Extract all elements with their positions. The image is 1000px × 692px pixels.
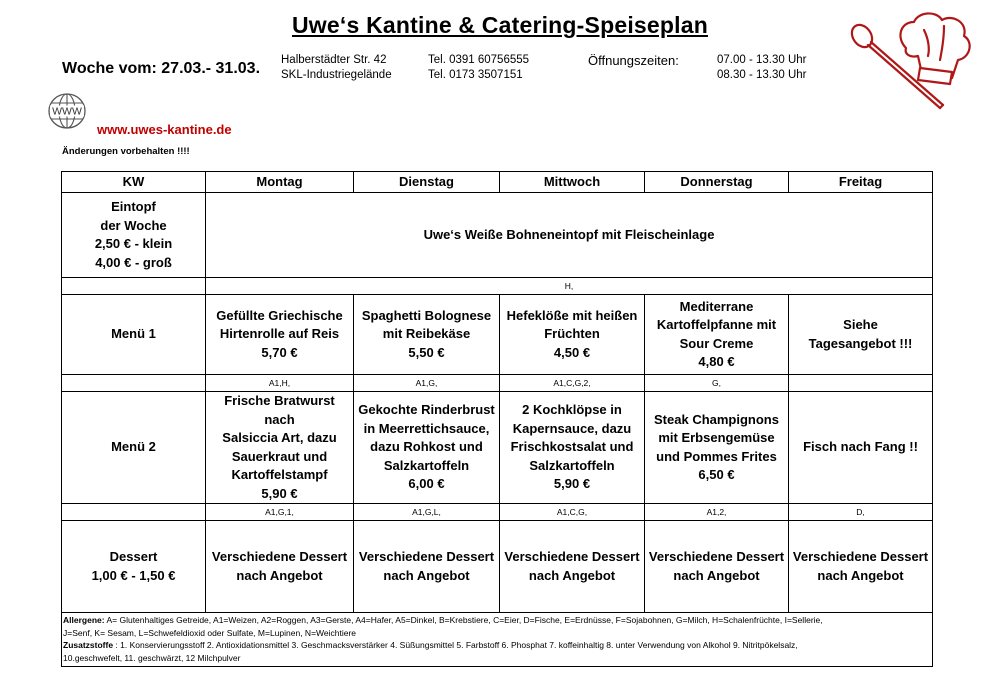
eintopf-codes: H, xyxy=(206,278,933,295)
dish-line: Hefeklöße mit heißen xyxy=(506,307,638,323)
menu2-freitag xyxy=(789,392,933,504)
dish-line: Tagesangebot !!! xyxy=(808,335,913,351)
dessert-price: 1,00 € - 1,50 € xyxy=(91,567,176,583)
eintopf-row xyxy=(62,193,933,278)
dish-line: Früchten xyxy=(544,326,600,342)
dish-line: Verschiedene Dessert xyxy=(504,549,640,564)
dish-price: 6,00 € xyxy=(408,476,445,492)
dish-line: Salzkartoffeln xyxy=(383,457,470,473)
header-mittwoch: Mittwoch xyxy=(500,172,645,193)
www-icon-text: WWW xyxy=(52,105,82,118)
menu1-row xyxy=(62,295,933,375)
dish-line: Fisch nach Fang !! xyxy=(803,439,918,455)
dish-price: 6,50 € xyxy=(698,467,735,482)
website-link[interactable]: www.uwes-kantine.de xyxy=(97,122,232,137)
allergens-label: Allergene: xyxy=(63,615,105,625)
chef-hat-spoon-icon xyxy=(848,8,978,123)
menu1-montag xyxy=(206,295,354,375)
eintopf-label xyxy=(62,193,206,278)
dish-line: nach Angebot xyxy=(383,567,470,583)
changes-note: Änderungen vorbehalten !!!! xyxy=(62,146,190,157)
menu2-codes-montag: A1,G,1, xyxy=(206,504,354,521)
dish-price: 5,70 € xyxy=(261,344,298,360)
dessert-donnerstag xyxy=(645,521,789,613)
menu2-donnerstag xyxy=(645,392,789,504)
menu2-mittwoch xyxy=(500,392,645,504)
opening-time-1: 07.00 - 13.30 Uhr xyxy=(717,54,807,66)
menu1-mittwoch xyxy=(500,295,645,375)
header-kw: KW xyxy=(62,172,206,193)
menu2-row xyxy=(62,392,933,504)
dish-line: Hirtenrolle auf Reis xyxy=(219,326,340,342)
allergens-text: A= Glutenhaltiges Getreide, A1=Weizen, A2=Roggen, A3=Gerste, A4=Hafer, A5=Dinkel, B=Krebstiere, C=Eier, D=Fische, E=Erdnüsse, F=Sojabohnen, G=Milch, H=Schalenfrüchte, I=Sellerie, xyxy=(104,615,823,625)
dish-line: Frische Bratwurst nach xyxy=(224,393,335,427)
address-line-2: SKL-Industriegelände xyxy=(281,69,392,81)
dish-line: Mediterrane xyxy=(679,298,754,314)
dish-line: Sour Creme xyxy=(679,335,754,351)
dish-line: Kapernsauce, dazu xyxy=(512,420,632,436)
dessert-dienstag xyxy=(354,521,500,613)
dish-line: Kartoffelpfanne mit xyxy=(656,317,777,332)
phone-1: Tel. 0391 60756555 xyxy=(428,54,530,66)
dessert-label-line: Dessert xyxy=(109,549,158,564)
dish-line: Frischkostsalat und xyxy=(510,439,634,455)
dish-line: Verschiedene Dessert xyxy=(358,549,495,564)
opening-hours xyxy=(717,53,807,83)
additives-text: : 1. Konservierungsstoff 2. Antioxidationsmittel 3. Geschmacksverstärker 4. Süßungsmittel 5. Farbstoff 6. Phosphat 7. koffeinhaltig 8. unter Verwendung von Alkohol 9. Nitritpökelsalz, xyxy=(113,640,798,650)
dish-line: dazu Rohkost und xyxy=(370,439,483,455)
allergens-line xyxy=(63,614,931,627)
table-header-row xyxy=(62,172,933,193)
additives-line xyxy=(63,639,931,652)
menu1-freitag xyxy=(789,295,933,375)
menu1-label: Menü 1 xyxy=(62,295,206,375)
allergens-text-2: J=Senf, K= Sesam, L=Schwefeldioxid oder Sulfate, M=Lupinen, N=Weichtiere xyxy=(63,627,357,638)
menu2-codes-freitag: D, xyxy=(789,504,933,521)
eintopf-dish: Uwe‘s Weiße Bohneneintopf mit Fleischeinlage xyxy=(206,193,933,278)
dish-line: mit Reibekäse xyxy=(382,326,471,342)
menu1-codes-mittwoch: A1,C,G,2, xyxy=(500,375,645,392)
dish-line: Spaghetti Bolognese xyxy=(361,307,492,323)
dish-line: Kartoffelstampf xyxy=(231,467,328,482)
dessert-row xyxy=(62,521,933,613)
footnotes-row xyxy=(62,613,933,667)
menu1-donnerstag xyxy=(645,295,789,375)
dish-line: Salzkartoffeln xyxy=(529,457,615,473)
address-line-1: Halberstädter Str. 42 xyxy=(281,54,387,66)
eintopf-price-large: 4,00 € - groß xyxy=(95,254,172,270)
eintopf-label-line: Eintopf xyxy=(111,199,156,214)
additives-label: Zusatzstoffe xyxy=(63,640,114,650)
eintopf-price-small: 2,50 € - klein xyxy=(94,236,173,251)
dish-line: 2 Kochklöpse in xyxy=(522,402,622,418)
address xyxy=(281,53,392,83)
menu2-dienstag xyxy=(354,392,500,504)
dish-line: Gefüllte Griechische xyxy=(216,307,343,323)
dish-line: Verschiedene Dessert xyxy=(648,549,785,564)
additives-text-2: 10.geschwefelt, 11. geschwärzt, 12 Milchpulver xyxy=(63,652,241,663)
footnotes xyxy=(62,613,933,667)
dish-line: Salsiccia Art, dazu xyxy=(222,430,337,445)
dish-line: Steak Champignons xyxy=(654,411,779,427)
dish-line: Sauerkraut und xyxy=(231,448,328,464)
dish-price: 5,50 € xyxy=(408,344,445,360)
dish-line: nach Angebot xyxy=(528,567,616,583)
page-title: Uwe‘s Kantine & Catering-Speiseplan xyxy=(292,12,708,38)
opening-hours-label: Öffnungszeiten: xyxy=(588,53,679,68)
menu1-codes-donnerstag: G, xyxy=(645,375,789,392)
codes-cell xyxy=(62,504,206,521)
dessert-label xyxy=(62,521,206,613)
dish-line: Verschiedene Dessert xyxy=(211,549,348,564)
codes-cell xyxy=(62,278,206,295)
eintopf-codes-row xyxy=(62,278,933,295)
codes-cell xyxy=(62,375,206,392)
header-donnerstag: Donnerstag xyxy=(645,172,789,193)
dish-price: 5,90 € xyxy=(261,485,298,501)
eintopf-label-line: der Woche xyxy=(100,217,167,233)
globe-icon xyxy=(46,92,88,130)
dish-line: nach Angebot xyxy=(673,567,760,583)
menu2-codes-donnerstag: A1,2, xyxy=(645,504,789,521)
menu1-codes-dienstag: A1,G, xyxy=(354,375,500,392)
dessert-montag xyxy=(206,521,354,613)
menu2-codes-dienstag: A1,G,L, xyxy=(354,504,500,521)
dish-line: nach Angebot xyxy=(817,567,904,583)
dish-line: und Pommes Frites xyxy=(656,448,777,464)
menu1-codes-row xyxy=(62,375,933,392)
header-freitag: Freitag xyxy=(789,172,933,193)
menu2-montag xyxy=(206,392,354,504)
dessert-freitag xyxy=(789,521,933,613)
menu2-codes-mittwoch: A1,C,G, xyxy=(500,504,645,521)
dish-line: Verschiedene Dessert xyxy=(792,549,929,564)
week-range: Woche vom: 27.03.- 31.03. xyxy=(62,60,261,77)
menu-table xyxy=(61,171,933,667)
dessert-mittwoch xyxy=(500,521,645,613)
dish-line: Siehe xyxy=(843,317,878,332)
menu1-codes-freitag xyxy=(789,375,933,392)
dish-line: Gekochte Rinderbrust xyxy=(358,402,495,418)
dish-line: mit Erbsengemüse xyxy=(658,430,775,445)
opening-time-2: 08.30 - 13.30 Uhr xyxy=(717,69,807,81)
phone-2: Tel. 0173 3507151 xyxy=(428,69,523,81)
dish-price: 4,80 € xyxy=(698,354,735,369)
menu1-dienstag xyxy=(354,295,500,375)
header-montag: Montag xyxy=(206,172,354,193)
dish-price: 5,90 € xyxy=(553,476,591,492)
dish-line: in Meerrettichsauce, xyxy=(363,420,490,436)
menu2-label: Menü 2 xyxy=(62,392,206,504)
header-dienstag: Dienstag xyxy=(354,172,500,193)
menu2-codes-row xyxy=(62,504,933,521)
dish-price: 4,50 € xyxy=(553,344,591,360)
phone-numbers xyxy=(428,53,529,83)
menu1-codes-montag: A1,H, xyxy=(206,375,354,392)
dish-line: nach Angebot xyxy=(236,567,323,583)
